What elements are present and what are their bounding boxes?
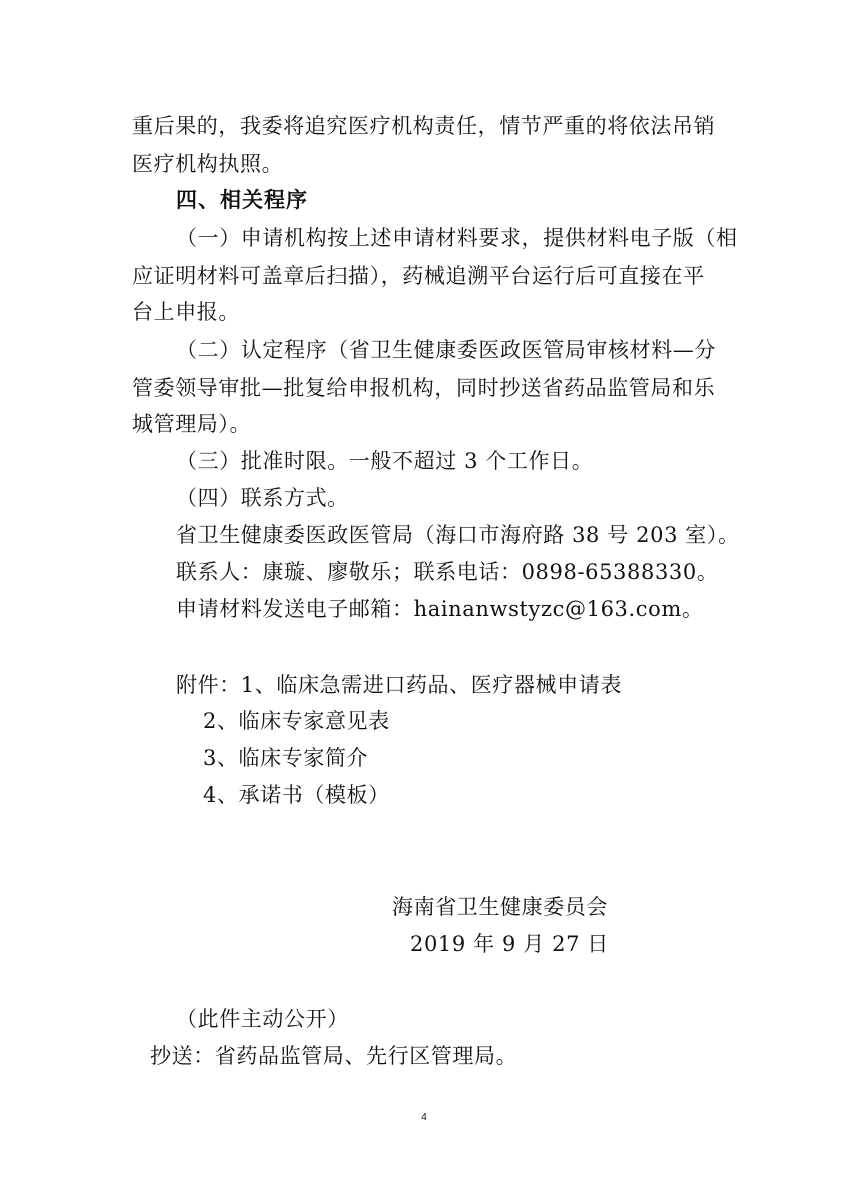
body-text-line: （一）申请机构按上述申请材料要求，提供材料电子版（相 — [176, 226, 738, 250]
attachment-item: 附件：1、临床急需进口药品、医疗器械申请表 — [176, 673, 622, 697]
contact-email: 申请材料发送电子邮箱：hainanwstyzc@163.com。 — [176, 597, 704, 621]
attachment-item: 3、临床专家简介 — [203, 746, 369, 770]
page-number: 4 — [421, 1112, 427, 1123]
contact-office: 省卫生健康委医政医管局（海口市海府路 38 号 203 室）。 — [176, 523, 740, 547]
issue-date: 2019 年 9 月 27 日 — [410, 932, 609, 956]
body-text-line: 台上申报。 — [132, 300, 240, 324]
body-text-line: 管委领导审批—批复给申报机构，同时抄送省药品监管局和乐 — [132, 376, 716, 400]
body-text-line: （四）联系方式。 — [176, 486, 349, 510]
attachment-item: 4、承诺书（模板） — [203, 783, 390, 807]
body-text-line: （二）认定程序（省卫生健康委医政医管局审核材料—分 — [176, 338, 716, 362]
body-text-line: 城管理局）。 — [132, 412, 252, 436]
body-text-line: （三）批准时限。一般不超过 3 个工作日。 — [176, 449, 594, 473]
attachment-item: 2、临床专家意见表 — [203, 709, 390, 733]
body-text-line: 应证明材料可盖章后扫描），药械追溯平台运行后可直接在平 — [132, 264, 705, 288]
contact-person: 联系人：康璇、廖敬乐；联系电话：0898-65388330。 — [176, 560, 719, 584]
issuer-name: 海南省卫生健康委员会 — [392, 895, 608, 919]
body-text-line: 重后果的，我委将追究医疗机构责任，情节严重的将依法吊销 — [132, 114, 716, 138]
section-heading: 四、相关程序 — [176, 188, 308, 212]
body-text-line: 医疗机构执照。 — [132, 152, 284, 176]
cc-line: 抄送：省药品监管局、先行区管理局。 — [150, 1044, 518, 1068]
disclosure-note: （此件主动公开） — [176, 1007, 349, 1031]
